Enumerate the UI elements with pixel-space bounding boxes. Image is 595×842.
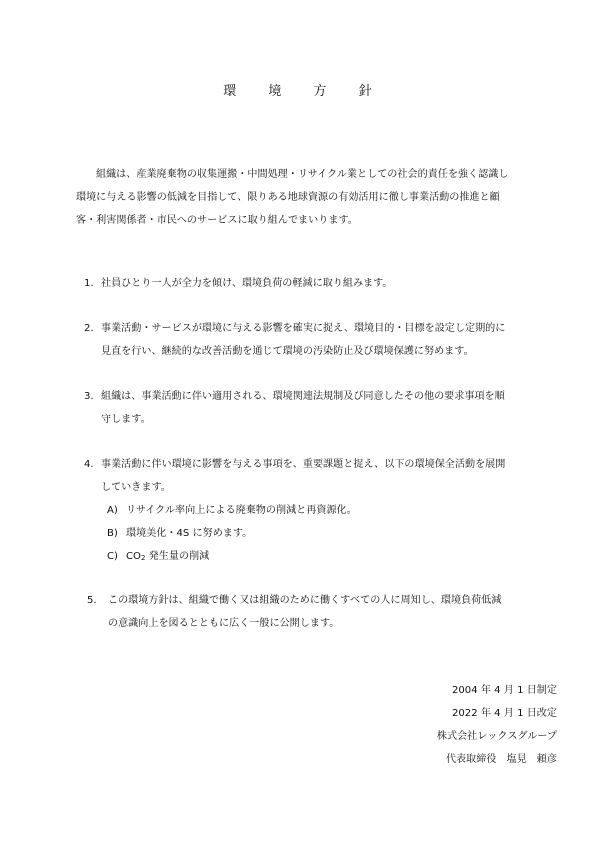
sub-item-text: 環境美化・4S に努めます。 <box>126 528 253 539</box>
sub-item-a <box>84 499 505 522</box>
intro-line: 組織は、産業廃棄物の収集運搬・中間処理・リサイクル業としての社会的責任を強く認識し <box>96 169 509 180</box>
item-text: の意識向上を図るとともに広く一般に公開します。 <box>108 618 340 629</box>
item-text: していきます。 <box>101 482 171 493</box>
item-text: 事業活動・サービスが環境に与える影響を確実に捉え、環境目的・目標を設定し定期的に <box>101 323 506 334</box>
policy-item-1 <box>84 272 393 295</box>
sub-item-text-post: 発生量の削減 <box>145 551 210 562</box>
sub-item-label: B) <box>107 528 118 539</box>
intro-line: 客・利害関係者・市民へのサービスに取り組んでまいります。 <box>76 215 358 226</box>
policy-item-4 <box>84 453 505 570</box>
item-text: 事業活動に伴い環境に影響を与える事項を、重要課題と捉え、以下の環境保全活動を展開 <box>101 459 506 470</box>
representative-name: 代表取締役 塩見 頼彦 <box>445 754 557 765</box>
item-text: 社員ひとり一人が全力を傾け、環境負荷の軽減に取り組みます。 <box>101 278 393 289</box>
sub-item-label: C) <box>107 551 118 562</box>
item-text: 見直を行い、継続的な改善活動を通じて環境の汚染防止及び環境保護に努めます。 <box>101 346 474 357</box>
signature-block <box>437 679 557 771</box>
sub-item-label: A) <box>107 505 118 516</box>
item-text: この環境方針は、組織で働く又は組織のために働くすべての人に周知し、環境負荷低減 <box>108 595 502 606</box>
policy-item-2 <box>84 317 505 363</box>
item-number: 3. <box>84 391 94 402</box>
sub-item-text-pre: CO <box>126 551 141 562</box>
item-text: 組織は、事業活動に伴い適用される、環境関連法規制及び同意したその他の要求事項を順 <box>101 391 505 402</box>
sub-item-text: リサイクル率向上による廃棄物の削減と再資源化。 <box>126 505 357 516</box>
item-number: 2. <box>84 323 94 334</box>
sub-item-subscript: 2 <box>141 554 146 562</box>
company-name: 株式会社レックスグループ <box>436 731 557 742</box>
intro-paragraph <box>76 163 534 232</box>
item-text: 守します。 <box>101 414 151 425</box>
policy-item-5 <box>87 589 501 635</box>
sub-item-c <box>84 545 505 570</box>
item-number: 5. <box>87 595 97 606</box>
established-date: 2004 年 4 月 1 日制定 <box>451 685 557 696</box>
item-number: 1. <box>84 278 94 289</box>
page-title: 環 境 方 針 <box>223 84 386 99</box>
policy-item-3 <box>84 385 505 431</box>
sub-item-b <box>84 522 505 545</box>
intro-line: 環境に与える影響の低減を目指して、限りある地球資源の有効活用に徹し事業活動の推進と顧 <box>76 192 500 203</box>
item-number: 4. <box>84 459 94 470</box>
revised-date: 2022 年 4 月 1 日改定 <box>451 708 557 719</box>
